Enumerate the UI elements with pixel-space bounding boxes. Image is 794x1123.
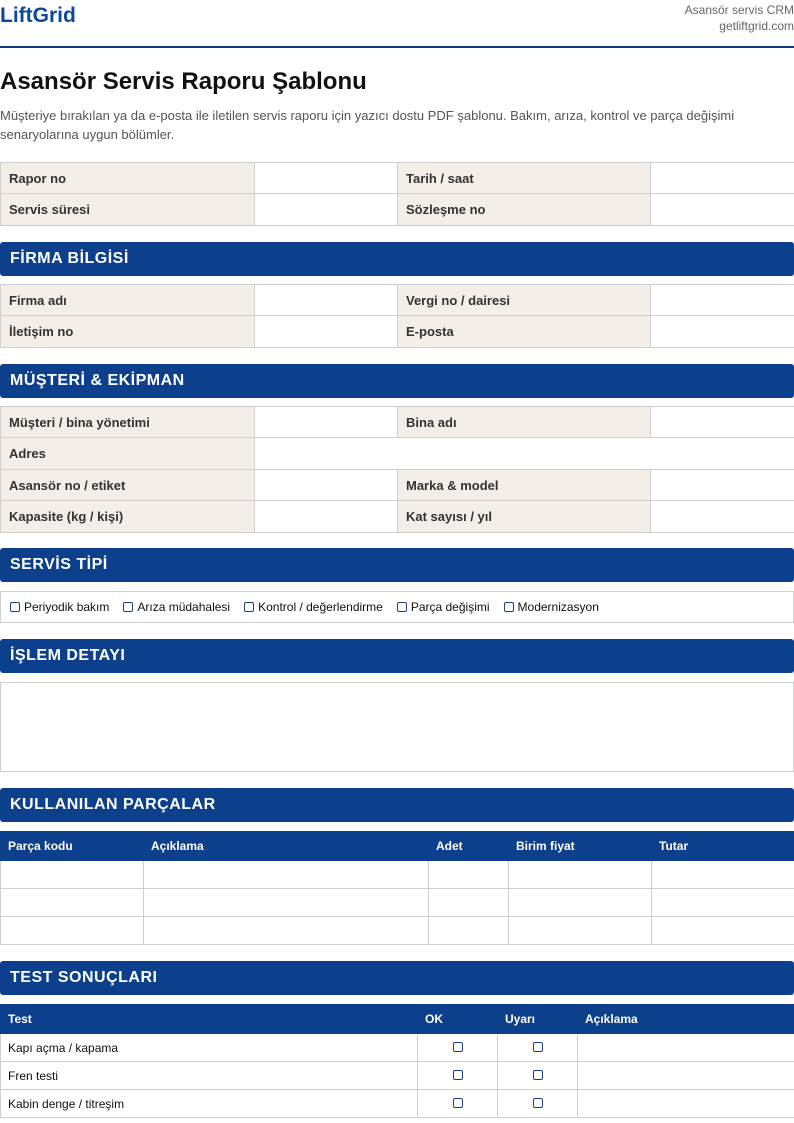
test-name: Kabin denge / titreşim xyxy=(1,1090,418,1118)
checkbox-icon xyxy=(504,602,514,612)
page-header xyxy=(0,0,794,48)
checkbox-icon xyxy=(533,1042,543,1052)
cell[interactable] xyxy=(429,889,509,917)
field-musteri-yonetim[interactable] xyxy=(255,407,398,438)
field-marka-model[interactable] xyxy=(651,470,794,501)
cell[interactable] xyxy=(429,861,509,889)
cell[interactable] xyxy=(509,861,652,889)
label-musteri-yonetim: Müşteri / bina yönetimi xyxy=(1,407,255,438)
cell[interactable] xyxy=(144,889,429,917)
checkbox-icon xyxy=(10,602,20,612)
table-row xyxy=(1,1062,794,1090)
cell[interactable] xyxy=(1,889,144,917)
label-marka-model: Marka & model xyxy=(398,470,651,501)
field-asansor-etiket[interactable] xyxy=(255,470,398,501)
field-iletisim-no[interactable] xyxy=(255,316,398,348)
test-name: Kapı açma / kapama xyxy=(1,1034,418,1062)
cell[interactable] xyxy=(1,861,144,889)
field-kat-sayisi[interactable] xyxy=(651,501,794,533)
checkbox-icon xyxy=(123,602,133,612)
label-tarih-saat: Tarih / saat xyxy=(398,163,651,194)
section-header-firma: FİRMA BİLGİSİ xyxy=(0,242,794,276)
checkbox-icon xyxy=(453,1042,463,1052)
cell[interactable] xyxy=(578,1034,794,1062)
label-kapasite: Kapasite (kg / kişi) xyxy=(1,501,255,533)
field-eposta[interactable] xyxy=(651,316,794,348)
cell[interactable] xyxy=(578,1062,794,1090)
cell[interactable] xyxy=(578,1090,794,1118)
checkbox-icon xyxy=(533,1098,543,1108)
col-birim-fiyat: Birim fiyat xyxy=(509,832,652,861)
checkbox-ariza-mudahalesi[interactable]: Arıza müdahalesi xyxy=(123,600,230,614)
col-parca-kodu: Parça kodu xyxy=(1,832,144,861)
col-tutar: Tutar xyxy=(652,832,794,861)
checkbox-uyari[interactable] xyxy=(498,1034,578,1062)
cell[interactable] xyxy=(652,889,794,917)
label-servis-suresi: Servis süresi xyxy=(1,194,255,226)
logo: LiftGrid xyxy=(0,4,76,27)
islem-detayi-textarea[interactable] xyxy=(0,682,794,772)
test-sonuclari-table xyxy=(0,1004,794,1118)
label-rapor-no: Rapor no xyxy=(1,163,255,194)
field-tarih-saat[interactable] xyxy=(651,163,794,194)
page-description: Müşteriye bırakılan ya da e-posta ile iletilen servis raporu için yazıcı dostu PDF şablonu. Bakım, arıza, kontrol ve parça değişimi senaryolarına uygun bölümler. xyxy=(0,108,735,142)
header-meta xyxy=(685,2,794,34)
checkbox-periyodik-bakim[interactable]: Periyodik bakım xyxy=(10,600,109,614)
field-vergi-no[interactable] xyxy=(651,285,794,316)
musteri-section xyxy=(0,406,794,533)
page-title: Asansör Servis Raporu Şablonu xyxy=(0,68,367,95)
checkbox-ok[interactable] xyxy=(418,1062,498,1090)
label-vergi-no: Vergi no / dairesi xyxy=(398,285,651,316)
col-uyari: Uyarı xyxy=(498,1005,578,1034)
col-ok: OK xyxy=(418,1005,498,1034)
checkbox-icon xyxy=(533,1070,543,1080)
cell[interactable] xyxy=(144,917,429,945)
checkbox-icon xyxy=(453,1070,463,1080)
header-website[interactable]: getliftgrid.com xyxy=(719,19,794,33)
label-eposta: E-posta xyxy=(398,316,651,348)
label-asansor-etiket: Asansör no / etiket xyxy=(1,470,255,501)
label-firma-adi: Firma adı xyxy=(1,285,255,316)
section-header-servis-tipi: SERVİS TİPİ xyxy=(0,548,794,582)
checkbox-icon xyxy=(244,602,254,612)
servis-tipi-options xyxy=(0,591,794,623)
checkbox-ok[interactable] xyxy=(418,1090,498,1118)
field-sozlesme-no[interactable] xyxy=(651,194,794,226)
field-firma-adi[interactable] xyxy=(255,285,398,316)
field-servis-suresi[interactable] xyxy=(255,194,398,226)
cell[interactable] xyxy=(509,917,652,945)
section-header-parcalar: KULLANILAN PARÇALAR xyxy=(0,788,794,822)
field-bina-adi[interactable] xyxy=(651,407,794,438)
table-row xyxy=(1,861,794,889)
col-aciklama: Açıklama xyxy=(144,832,429,861)
table-row xyxy=(1,1034,794,1062)
checkbox-parca-degisimi[interactable]: Parça değişimi xyxy=(397,600,490,614)
section-header-musteri: MÜŞTERİ & EKİPMAN xyxy=(0,364,794,398)
checkbox-uyari[interactable] xyxy=(498,1062,578,1090)
parcalar-table xyxy=(0,831,794,945)
field-adres[interactable] xyxy=(255,438,794,470)
table-row xyxy=(1,1090,794,1118)
label-iletisim-no: İletişim no xyxy=(1,316,255,348)
report-info-section xyxy=(0,162,794,226)
label-bina-adi: Bina adı xyxy=(398,407,651,438)
firma-section xyxy=(0,284,794,348)
checkbox-icon xyxy=(397,602,407,612)
cell[interactable] xyxy=(144,861,429,889)
header-product: Asansör servis CRM xyxy=(684,3,794,17)
checkbox-kontrol[interactable]: Kontrol / değerlendirme xyxy=(244,600,383,614)
cell[interactable] xyxy=(652,861,794,889)
cell[interactable] xyxy=(1,917,144,945)
checkbox-ok[interactable] xyxy=(418,1034,498,1062)
label-kat-sayisi: Kat sayısı / yıl xyxy=(398,501,651,533)
checkbox-icon xyxy=(453,1098,463,1108)
col-test-aciklama: Açıklama xyxy=(578,1005,794,1034)
test-name: Fren testi xyxy=(1,1062,418,1090)
field-kapasite[interactable] xyxy=(255,501,398,533)
cell[interactable] xyxy=(509,889,652,917)
cell[interactable] xyxy=(429,917,509,945)
table-row xyxy=(1,889,794,917)
section-header-islem-detayi: İŞLEM DETAYI xyxy=(0,639,794,673)
col-test: Test xyxy=(1,1005,418,1034)
field-rapor-no[interactable] xyxy=(255,163,398,194)
label-sozlesme-no: Sözleşme no xyxy=(398,194,651,226)
checkbox-modernizasyon[interactable]: Modernizasyon xyxy=(504,600,599,614)
section-header-test-sonuclari: TEST SONUÇLARI xyxy=(0,961,794,995)
table-row xyxy=(1,917,794,945)
col-adet: Adet xyxy=(429,832,509,861)
cell[interactable] xyxy=(652,917,794,945)
checkbox-uyari[interactable] xyxy=(498,1090,578,1118)
label-adres: Adres xyxy=(1,438,255,470)
